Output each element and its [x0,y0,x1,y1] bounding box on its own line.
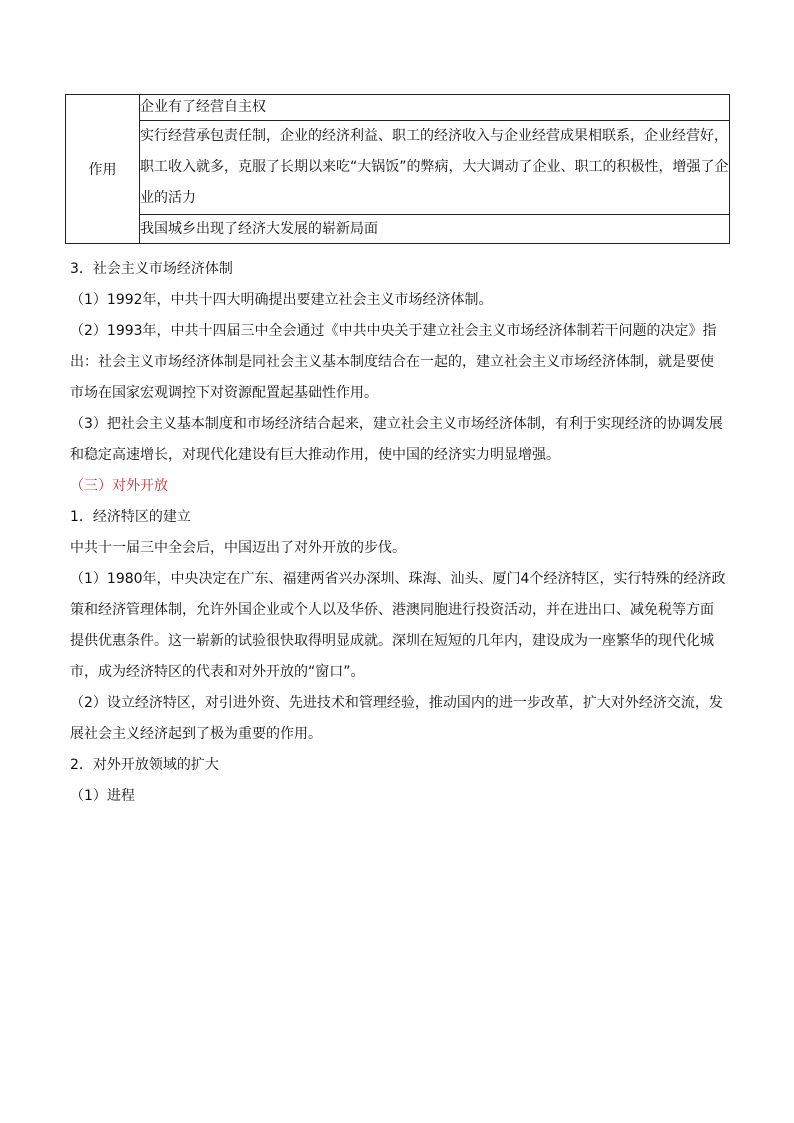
table-row [66,121,730,215]
section-market-economy [70,254,726,812]
paragraph: （1）进程 [70,788,135,804]
paragraph: （2）设立经济特区，对引进外资、先进技术和管理经验，推动国内的进一步改革，扩大对外经济交流，发展社会主义经济起到了极为重要的作用。 [70,695,723,742]
table-row [66,215,730,244]
section-heading: 3．社会主义市场经济体制 [70,261,233,277]
table-cell: 实行经营承包责任制，企业的经济利益、职工的经济收入与企业经营成果相联系，企业经营好，职工收入就多，克服了长期以来吃“大锅饭”的弊病，大大调动了企业、职工的积极性，增强了企业的活力 [140,121,730,215]
paragraph: （3）把社会主义基本制度和市场经济结合起来，建立社会主义市场经济体制，有利于实现经济的协调发展和稳定高速增长，对现代化建设有巨大推动作用，使中国的经济实力明显增强。 [70,416,723,463]
part-heading: （三）对外开放 [70,478,168,494]
paragraph: （1）1980年，中央决定在广东、福建两省兴办深圳、珠海、汕头、厦门4个经济特区，实行特殊的经济政策和经济管理体制，允许外国企业或个人以及华侨、港澳同胞进行投资活动，并在进出口、减免税等方面提供优惠条件。这一崭新的试验很快取得明显成就。深圳在短短的几年内，建设成为一座繁华的现代化城市，成为经济特区的代表和对外开放的“窗口”。 [70,571,726,680]
subsection-heading: 2．对外开放领域的扩大 [70,757,219,773]
effect-table [65,94,730,244]
row-header-effect: 作用 [66,95,140,244]
table-cell: 企业有了经营自主权 [140,95,730,121]
table-row [66,95,730,121]
paragraph: （1）1992年，中共十四大明确提出要建立社会主义市场经济体制。 [70,292,493,308]
paragraph: （2）1993年，中共十四届三中全会通过《中共中央关于建立社会主义市场经济体制若干问题的决定》指出：社会主义市场经济体制是同社会主义基本制度结合在一起的，建立社会主义市场经济体制，就是要使市场在国家宏观调控下对资源配置起基础性作用。 [70,323,717,401]
subsection-heading: 1．经济特区的建立 [70,509,191,525]
table-cell: 我国城乡出现了经济大发展的崭新局面 [140,215,730,244]
paragraph: 中共十一届三中全会后，中国迈出了对外开放的步伐。 [70,540,406,556]
